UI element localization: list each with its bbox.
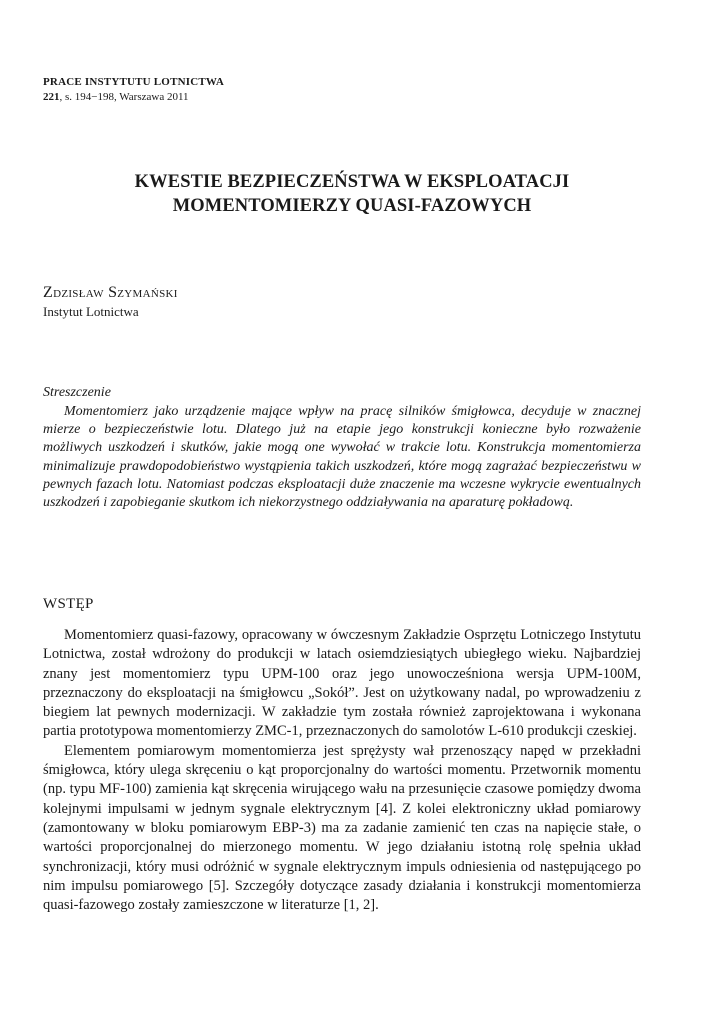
body-paragraph-1: Momentomierz quasi-fazowy, opracowany w ówczesnym Zakładzie Osprzętu Lotniczego Instytutu Lotnictwa, został wdrożony do produkcji w latach osiemdziesiątych ubiegłego wieku. Najbardziej znany jest momentomierz typu UPM-100 oraz jego unowocześniona wersja UPM-100M, przeznaczony do eksploatacji na śmigłowcu „Sokół”. Jest on użytkowany nadal, po wprowadzeniu z biegiem lat pewnych modernizacji. W zakładzie tym została również zaprojektowana i wykonana partia prototypowa momentomierzy ZMC-1, przeznaczonych do samolotów L-610 produkcji czeskiej.: [43, 627, 641, 740]
body-paragraph-2: Elementem pomiarowym momentomierza jest sprężysty wał przenoszący napęd w przekładni śmigłowca, który ulega skręceniu o kąt proporcjonalny do wartości momentu. Przetwornik momentu (np. typu MF-100) zamienia kąt skręcenia wirującego wału na przesunięcie czasowe pomiędzy dwoma kolejnymi impulsami w jednym sygnale elektrycznym [4]. Z kolei elektroniczny układ pomiarowy (zamontowany w bloku pomiarowym EBP-3) ma za zadanie zamienić ten czas na napięcie stałe, o wartości proporcjonalnej do mierzonego momentu. W jego działaniu istotną rolę spełnia układ synchronizacji, który musi odróżnić w sygnale elektrycznym impuls odniesienia od następującego po nim impulsu pomiarowego [5]. Szczegóły dotyczące zasady działania i konstrukcji momentomierza quasi-fazowego zostały zamieszczone w literaturze [1, 2].: [43, 742, 641, 914]
author-name: Zdzisław Szymański: [43, 284, 178, 301]
section-heading: WSTĘP: [43, 596, 94, 612]
paper-title: [40, 170, 664, 218]
section-body: [43, 626, 641, 915]
journal-issue-details: , s. 194−198, Warszawa 2011: [59, 91, 189, 103]
abstract-body: [43, 403, 641, 512]
abstract-paragraph: Momentomierz jako urządzenie mające wpływ na pracę silników śmigłowca, decyduje w znacznej mierze o bezpieczeństwie lotu. Dlatego już na etapie jego konstrukcji konieczne było rozważenie możliwych uszkodzeń i skutków, jakie mogą one wywołać w trakcie lotu. Konstrukcja momentomierza minimalizuje prawdopodobieństwo wystąpienia takich uszkodzeń, które mogą zagrażać bezpieczeństwu w pewnych fazach lotu. Natomiast podczas eksploatacji duże znaczenie ma wczesne wykrycie ewentualnych uszkodzeń i zapobieganie skutkom ich niekorzystnego oddziaływania na aparaturę pokładową.: [43, 404, 641, 511]
paper-title-line-1: KWESTIE BEZPIECZEŃSTWA W EKSPLOATACJI: [134, 172, 570, 192]
paper-title-line-2: MOMENTOMIERZY QUASI-FAZOWYCH: [172, 196, 532, 216]
journal-issue-line: [43, 90, 224, 105]
journal-issue-number: 221: [43, 91, 60, 103]
journal-header: [43, 75, 224, 105]
abstract-heading: Streszczenie: [43, 385, 111, 400]
journal-name: PRACE INSTYTUTU LOTNICTWA: [43, 76, 225, 88]
author-affiliation: Instytut Lotnictwa: [43, 304, 139, 319]
